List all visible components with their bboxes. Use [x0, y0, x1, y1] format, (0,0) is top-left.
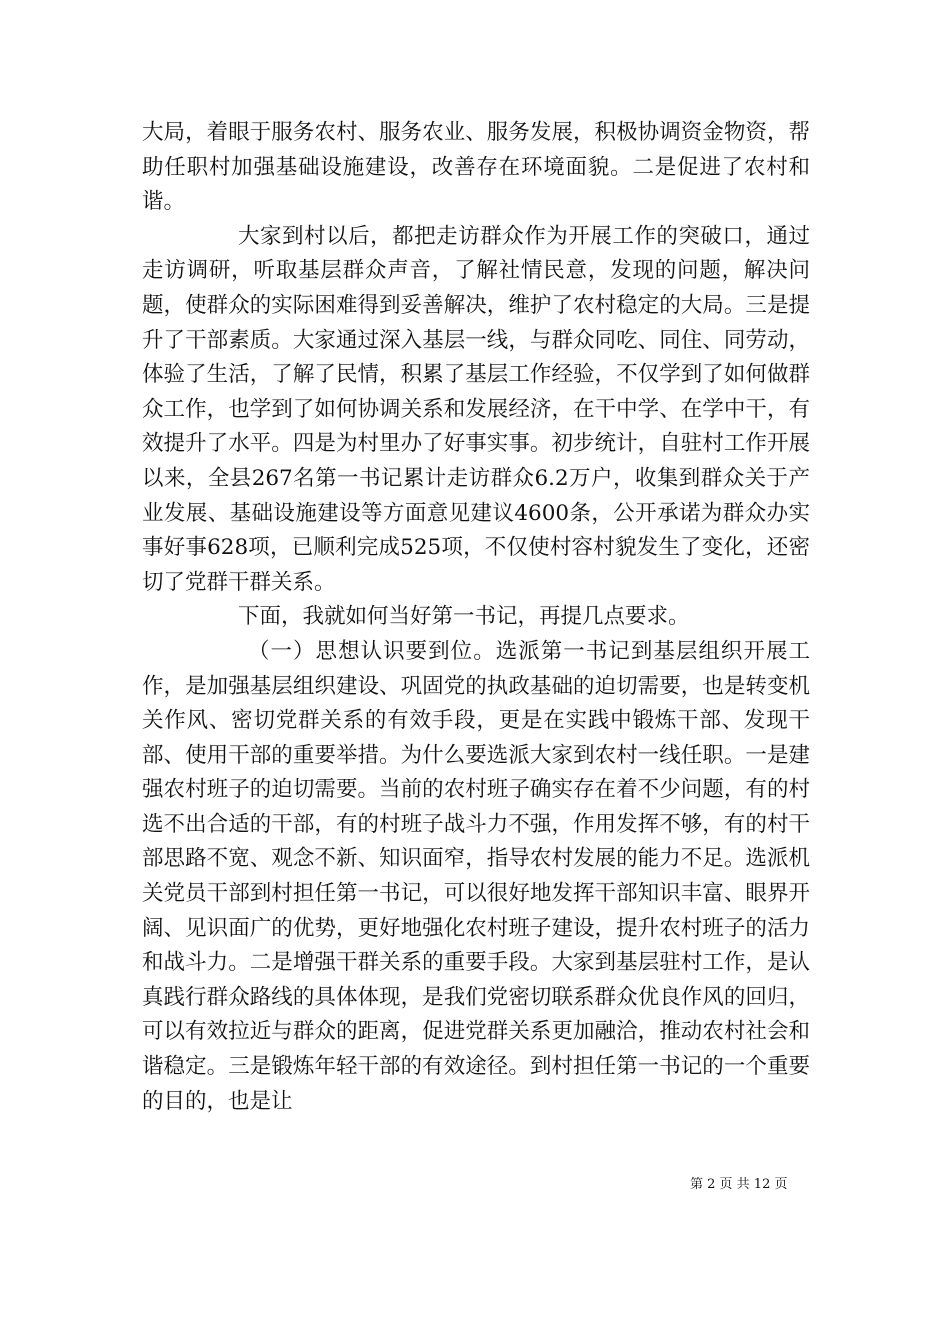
paragraph-1: 大局，着眼于服务农村、服务农业、服务发展，积极协调资金物资，帮助任职村加强基础设施建设，改善存在环境面貌。二是促进了农村和谐。 [142, 120, 810, 215]
paragraph-2: 大家到村以后，都把走访群众作为开展工作的突破口，通过走访调研，听取基层群众声音，了解社情民意，发现的问题，解决问题，使群众的实际困难得到妥善解决，维护了农村稳定的大局。三是提升了干部素质。大家通过深入基层一线，与群众同吃、同住、同劳动，体验了生活，了解了民情，积累了基层工作经验，不仅学到了如何做群众工作，也学到了如何协调关系和发展经济，在干中学、在学中干，有效提升了水平。四是为村里办了好事实事。初步统计，自驻村工作开展以来，全县267名第一书记累计走访群众6.2万户，收集到群众关于产业发展、基础设施建设等方面意见建议4600条，公开承诺为群众办实事好事628项，已顺利完成525项，不仅使村容村貌发生了变化，还密切了党群干群关系。 [142, 223, 810, 595]
paragraph-4: （一）思想认识要到位。选派第一书记到基层组织开展工作，是加强基层组织建设、巩固党的执政基础的迫切需要，也是转变机关作风、密切党群关系的有效手段，更是在实践中锻炼干部、发现干部、使用干部的重要举措。为什么要选派大家到农村一线任职。一是建强农村班子的迫切需要。当前的农村班子确实存在着不少问题，有的村选不出合适的干部，有的村班子战斗力不强，作用发挥不够，有的村干部思路不宽、观念不新、知识面窄，指导农村发展的能力不足。选派机关党员干部到村担任第一书记，可以很好地发挥干部知识丰富、眼界开阔、见识面广的优势，更好地强化农村班子建设，提升农村班子的活力和战斗力。二是增强干群关系的重要手段。大家到基层驻村工作，是认真践行群众路线的具体体现，是我们党密切联系群众优良作风的回归，可以有效拉近与群众的距离，促进党群关系更加融洽，推动农村社会和谐稳定。三是锻炼年轻干部的有效途径。到村担任第一书记的一个重要的目的，也是让 [142, 638, 810, 1114]
document-body [142, 116, 810, 1119]
page-number-footer: 第 2 页 共 12 页 [690, 1177, 788, 1192]
paragraph-3: 下面，我就如何当好第一书记，再提几点要求。 [238, 604, 690, 630]
